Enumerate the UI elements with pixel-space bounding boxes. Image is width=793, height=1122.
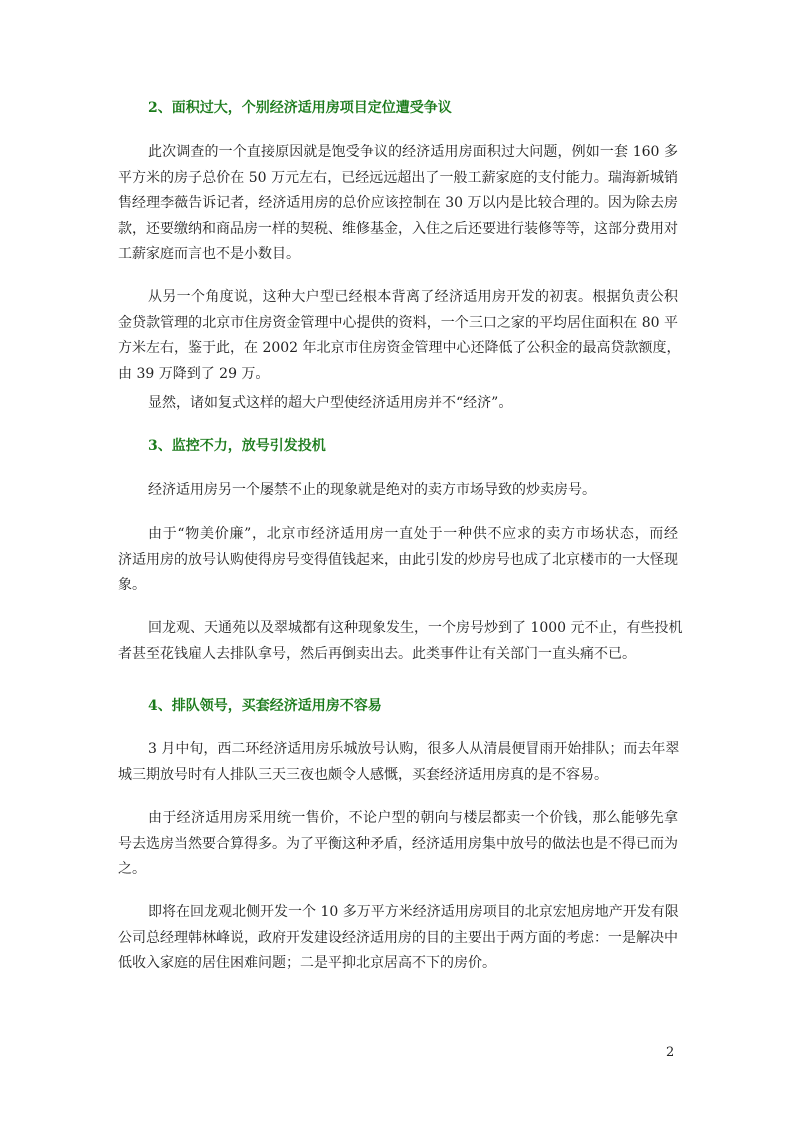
text-line: 象。 [118,577,146,593]
text-line: 由 39 万降到了 29 万。 [118,365,270,382]
text-line: 经济适用房另一个屡禁不止的现象就是绝对的卖方市场导致的炒卖房号。 [148,482,596,498]
text-line: 售经理李薇告诉记者，经济适用房的总价应该控制在 30 万以内是比较合理的。因为除去房 [118,195,678,211]
text-line: 显然，诸如复式这样的超大户型使经济适用房并不“经济”。 [148,395,513,411]
text-line: 济适用房的放号认购使得房号变得值钱起来，由此引发的炒房号也成了北京楼市的一大怪现 [118,551,678,568]
text-line: 之。 [118,861,146,877]
section-heading-2: 2、面积过大，个别经济适用房项目定位遭受争议 [148,100,452,116]
paragraph [118,391,678,417]
text-line: 者甚至花钱雇人去排队拿号，然后再倒卖出去。此类事件让有关部门一直头痛不已。 [118,645,636,662]
text-line: 金贷款管理的北京市住房资金管理中心提供的资料，一个三口之家的平均居住面积在 80 平 [118,314,678,331]
paragraph [118,900,678,977]
paragraph [118,140,678,268]
text-line: 即将在回龙观北侧开发一个 10 多万平方米经济适用房项目的北京宏旭房地产开发有限 [148,904,679,920]
section-heading-4: 4、排队领号，买套经济适用房不容易 [148,698,382,714]
text-line: 回龙观、天通苑以及翠城都有这种现象发生，一个房号炒到了 1000 元不止，有些投机 [148,620,683,636]
text-line: 公司总经理韩林峰说，政府开发建设经济适用房的目的主要出于两方面的考虑：一是解决中 [118,929,678,946]
text-line: 款，还要缴纳和商品房一样的契税、维修基金，入住之后还要进行装修等等，这部分费用对 [118,220,678,237]
text-line: 方米左右，鉴于此，在 2002 年北京市住房资金管理中心还降低了公积金的最高贷款额度， [118,340,681,356]
page-number: 2 [666,1045,675,1060]
text-line: 3 月中旬，西二环经济适用房乐城放号认购，很多人从清晨便冒雨开始排队；而去年翠 [148,741,680,757]
paragraph [118,737,678,788]
paragraph [118,522,678,599]
text-line: 由于经济适用房采用统一售价，不论户型的朝向与楼层都卖一个价钱，那么能够先拿 [148,810,678,826]
paragraph [118,285,681,387]
text-line: 由于“物美价廉”，北京市经济适用房一直处于一种供不应求的卖方市场状态，而经 [148,526,678,542]
text-line: 低收入家庭的居住困难问题；二是平抑北京居高不下的房价。 [118,955,496,971]
paragraph [118,806,678,883]
text-line: 此次调查的一个直接原因就是饱受争议的经济适用房面积过大问题，例如一套 160 多 [148,144,678,160]
section-heading-3: 3、监控不力，放号引发投机 [148,438,326,454]
paragraph [118,616,683,667]
paragraph [118,478,678,504]
text-line: 工薪家庭而言也不是小数目。 [118,246,300,262]
text-line: 从另一个角度说，这种大户型已经根本背离了经济适用房开发的初衷。根据负责公积 [148,289,678,305]
text-line: 平方米的房子总价在 50 万元左右，已经远远超出了一般工薪家庭的支付能力。瑞海新城销 [118,169,678,186]
text-line: 号去选房当然要合算得多。为了平衡这种矛盾，经济适用房集中放号的做法也是不得已而为 [118,835,678,852]
text-line: 城三期放号时有人排队三天三夜也颇令人感慨，买套经济适用房真的是不容易。 [118,766,608,783]
